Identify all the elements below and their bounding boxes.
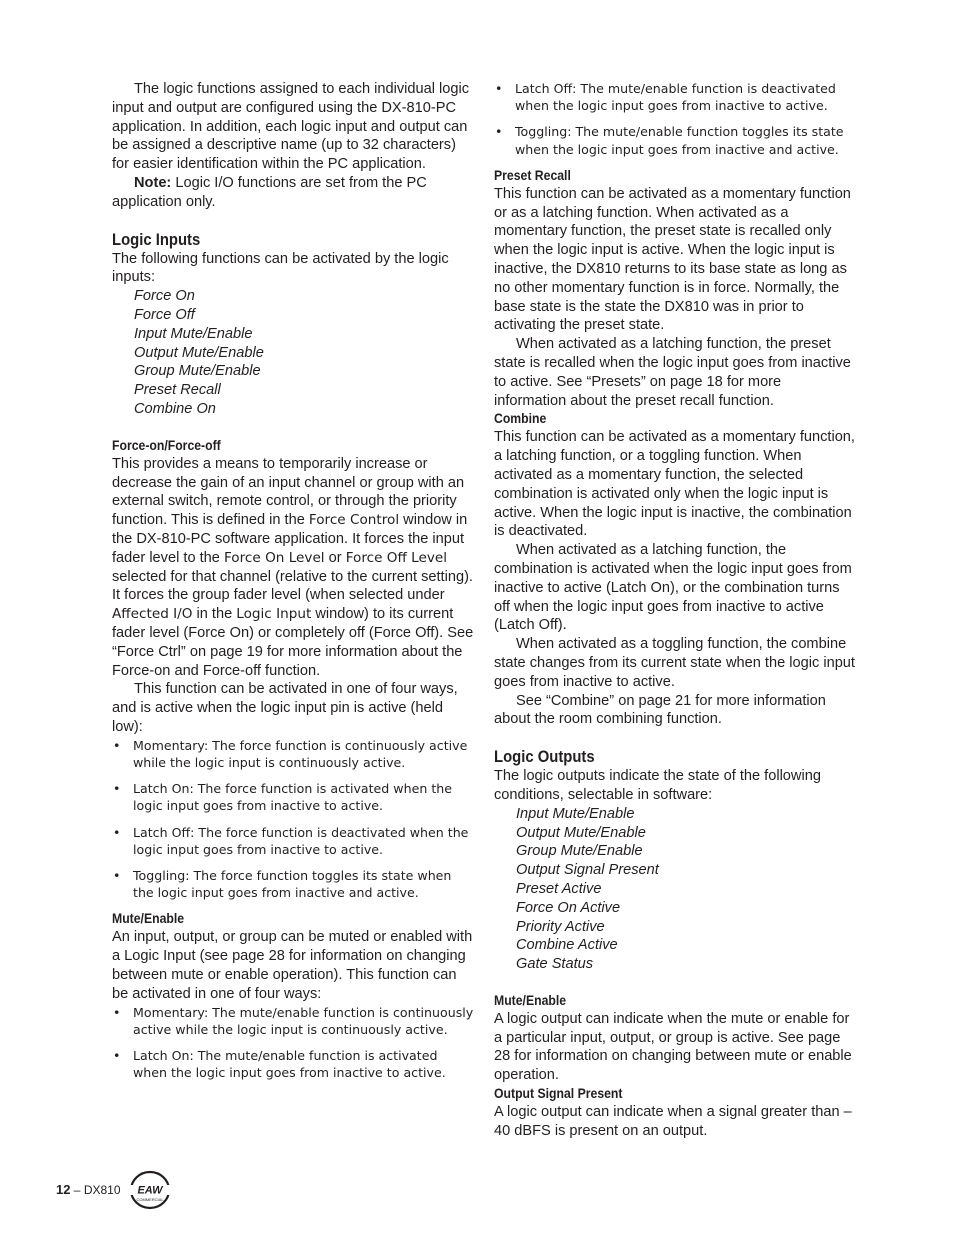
combine-paragraph-1: This function can be activated as a momentary function, a latching function, or a toggling function. When activated as a momentary function, the selected combination is activated only when the logic input is active. When the logic input is inactive, the combination is deactivated. — [494, 429, 855, 540]
combine-paragraph-2: When activated as a latching function, the combination is activated when the logic input goes from inactive to active (Latch On), or the combination turns off when the logic input goes from inactive to active (Latch Off). — [494, 542, 852, 634]
svg-text:COMMERCIAL: COMMERCIAL — [136, 1197, 164, 1202]
logic-inputs-intro: The following functions can be activated by the logic inputs: — [112, 250, 449, 286]
combine-heading: Combine — [494, 411, 547, 427]
intro-paragraph: The logic functions assigned to each individual logic input and output are configured using the DX-810-PC application. In addition, each logic input and output can be assigned a descriptive name (up to 32 characters) for easier identification within the PC application. — [112, 81, 470, 173]
logic-outputs-list — [494, 805, 857, 974]
list-item — [112, 1047, 475, 1081]
logic-inputs-heading: Logic Inputs — [112, 230, 201, 249]
output-mute-enable-heading: Mute/Enable — [494, 992, 567, 1008]
list-item: Input Mute/Enable — [134, 325, 253, 342]
bullet-text: Toggling: The force function toggles its state when the logic input goes from inactive and active. — [133, 867, 452, 901]
bullet-glyph: • — [113, 1004, 121, 1020]
list-item: Preset Recall — [134, 382, 221, 399]
list-item: Output Mute/Enable — [134, 344, 264, 361]
list-item: Combine On — [134, 400, 216, 417]
note-text: Logic I/O functions are set from the PC application only. — [112, 174, 427, 210]
bullet-text: Momentary: The mute/enable function is continuously active while the logic input is continuously active. — [133, 1004, 474, 1037]
list-item: Output Mute/Enable — [516, 824, 646, 841]
bullet-text: Momentary: The force function is continuously active while the logic input is continuously active. — [133, 737, 468, 770]
output-mute-enable-paragraph: A logic output can indicate when the mute or enable for a particular input, output, or group is active. See page 28 for information on changing between mute or enable operation. — [494, 1010, 852, 1084]
list-item: Group Mute/Enable — [134, 363, 261, 380]
text-run: window in the DX-810-PC software application. It forces the input fader level to the — [112, 512, 468, 566]
ui-term-force-on-level: Force On Level — [223, 549, 325, 566]
list-item: Combine Active — [516, 937, 618, 954]
combine-paragraph-4: See “Combine” on page 21 for more information about the room combining function. — [494, 692, 826, 728]
preset-paragraph-2: When activated as a latching function, the preset state is recalled when the logic input goes from inactive to active. See “Presets” on page 18 for more information about the preset recall function. — [494, 336, 851, 409]
text-run: or — [324, 549, 346, 566]
force-heading: Force-on/Force-off — [112, 437, 221, 453]
bullet-glyph: • — [113, 824, 121, 840]
text-run: in the — [192, 606, 237, 623]
output-signal-present-heading: Output Signal Present — [494, 1086, 623, 1102]
bullet-glyph: • — [495, 81, 503, 96]
text-run: window) to its current fader level (Force On) or completely off (Force Off). See “Force Ctrl” on page 19 for more information about the Force-on and Force-off function. — [112, 606, 474, 679]
list-item: Preset Active — [516, 880, 602, 897]
list-item: Force On — [134, 288, 195, 305]
note-label: Note: — [134, 174, 172, 191]
page-number: 12 — [56, 1182, 71, 1197]
bullet-glyph: • — [495, 124, 503, 140]
bullet-text: Latch Off: The force function is deactivated when the logic input goes from inactive to active. — [133, 824, 469, 857]
eaw-commercial-logo — [128, 1170, 172, 1210]
mute-bullet-list — [112, 1004, 475, 1082]
text-run: This provides a means to temporarily increase or decrease the gain of an input channel or group with an external switch, remote control, or through the priority function. This is defined in the — [112, 455, 465, 529]
list-item — [112, 867, 475, 901]
note-paragraph — [112, 174, 475, 212]
list-item — [112, 1004, 475, 1038]
list-item: Gate Status — [516, 956, 594, 973]
ui-term-force-control: Force Control — [308, 512, 400, 529]
ui-term-force-off-level: Force Off Level — [345, 549, 448, 566]
logic-inputs-list — [112, 287, 475, 419]
bullet-glyph: • — [113, 867, 121, 883]
logic-outputs-intro: The logic outputs indicate the state of the following conditions, selectable in software: — [494, 768, 821, 803]
page-number-label — [56, 1182, 121, 1197]
bullet-text: Toggling: The mute/enable function toggles its state when the logic input goes from inactive and active. — [515, 124, 844, 157]
bullet-glyph: • — [113, 1047, 121, 1063]
list-item: Input Mute/Enable — [516, 805, 635, 822]
text-run: selected for that channel (relative to the current setting). It forces the group fader level (when selected under — [112, 568, 473, 604]
list-item — [494, 80, 857, 114]
list-item — [494, 123, 857, 157]
left-column — [112, 80, 475, 1090]
svg-text:EAW: EAW — [137, 1184, 163, 1197]
preset-recall-heading: Preset Recall — [494, 167, 571, 183]
list-item: Output Signal Present — [516, 862, 659, 879]
list-item — [112, 824, 475, 858]
page-footer — [56, 1170, 176, 1210]
bullet-glyph: • — [113, 737, 121, 753]
model-name: DX810 — [83, 1183, 121, 1197]
page-separator: – — [70, 1183, 84, 1197]
right-column — [494, 80, 857, 1141]
force-bullet-list — [112, 737, 475, 902]
list-item: Force Off — [134, 306, 195, 323]
bullet-text: Latch On: The force function is activated when the logic input goes from inactive to active. — [133, 781, 452, 814]
force-paragraph — [112, 455, 475, 681]
logic-outputs-heading: Logic Outputs — [494, 748, 595, 767]
bullet-glyph: • — [113, 781, 121, 797]
ui-term-affected-io: Affected I/O — [112, 606, 193, 623]
bullet-text: Latch Off: The mute/enable function is deactivated when the logic input goes from inactive to active. — [515, 81, 836, 114]
ui-term-logic-input: Logic Input — [236, 606, 312, 623]
list-item: Force On Active — [516, 899, 621, 916]
list-item: Group Mute/Enable — [516, 843, 643, 860]
list-item — [112, 737, 475, 771]
list-item — [112, 780, 475, 814]
mute-enable-heading: Mute/Enable — [112, 911, 185, 927]
mute-enable-paragraph: An input, output, or group can be muted or enabled with a Logic Input (see page 28 for information on changing between mute or enable operation). This function can be activated in one of four ways: — [112, 929, 473, 1002]
force-paragraph-2: This function can be activated in one of four ways, and is active when the logic input pin is active (held low): — [112, 681, 458, 735]
mute-bullet-list-continued — [494, 80, 857, 158]
output-signal-present-paragraph: A logic output can indicate when a signal greater than –40 dBFS is present on an output. — [494, 1104, 852, 1139]
combine-paragraph-3: When activated as a toggling function, the combine state changes from its current state when the logic input goes from inactive to active. — [494, 636, 855, 690]
bullet-text: Latch On: The mute/enable function is activated when the logic input goes from inactive to active. — [133, 1047, 446, 1081]
list-item: Priority Active — [516, 918, 605, 935]
preset-paragraph-1: This function can be activated as a momentary function or as a latching function. When activated as a momentary function, the preset state is recalled only when the logic input is active. When the logic input is inactive, the DX810 returns to its base state as long as no other momentary function is in force. Normally, the base state is the state the DX810 was in prior to activating the preset state. — [494, 185, 851, 334]
